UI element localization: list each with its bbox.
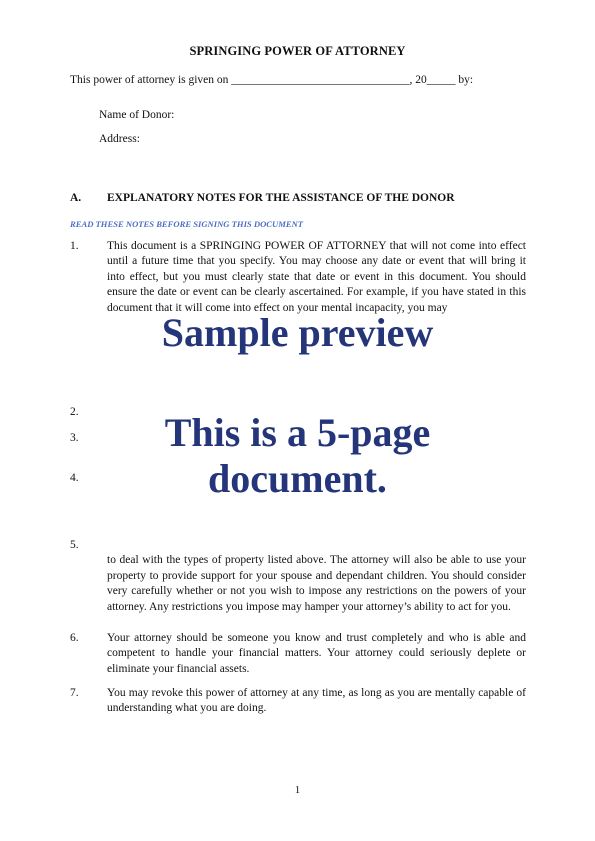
note-number: 5. [70,539,79,551]
section-heading: EXPLANATORY NOTES FOR THE ASSISTANCE OF THE DONOR [107,192,455,204]
note-number: 6. [70,632,79,644]
note-item [70,239,526,316]
note-number: 2. [70,406,79,418]
section-number: A. [70,192,82,204]
note-item [70,631,526,677]
note-text: to deal with the types of property listed above. The attorney will also be able to use your property to provide support for your spouse and dependant children. You should consider very carefully whether or not you wish to impose any restrictions on the powers of your attorney. Any restrictions you impose may hamper your attorney’s ability to act for you. [107,554,526,613]
note-item [70,538,526,615]
note-number: 7. [70,687,79,699]
watermark-page-count: This is a 5-page [164,410,431,455]
watermark-document: document. [208,456,387,501]
watermark-sample-preview: Sample preview [161,310,434,355]
read-notes-warning: READ THESE NOTES BEFORE SIGNING THIS DOCUMENT [70,219,304,229]
note-number: 3. [70,432,79,444]
note-number: 4. [70,472,79,484]
note-item [70,686,526,717]
document-title: SPRINGING POWER OF ATTORNEY [189,44,406,58]
donor-name-label: Name of Donor: [99,109,175,121]
page-number: 1 [294,785,301,796]
intro-line: This power of attorney is given on _______________________________, 20_____ by: [70,74,474,86]
note-text: You may revoke this power of attorney at any time, as long as you are mentally capable of understanding what you are doing. [107,687,526,715]
note-number: 1. [70,240,79,252]
note-text: This document is a SPRINGING POWER OF ATTORNEY that will not come into effect until a future time that you specify. You may choose any date or event that will bring it into effect, but you must clearly state that date or event in this document. You should ensure the date or event can be clearly ascertained. For example, if you have stated in this document that it will come into effect on your mental incapacity, you may [107,240,526,314]
donor-address-label: Address: [99,133,140,145]
note-text: Your attorney should be someone you know and trust completely and who is able and competent to handle your financial matters. Your attorney could seriously deplete or eliminate your financial assets. [107,632,526,675]
